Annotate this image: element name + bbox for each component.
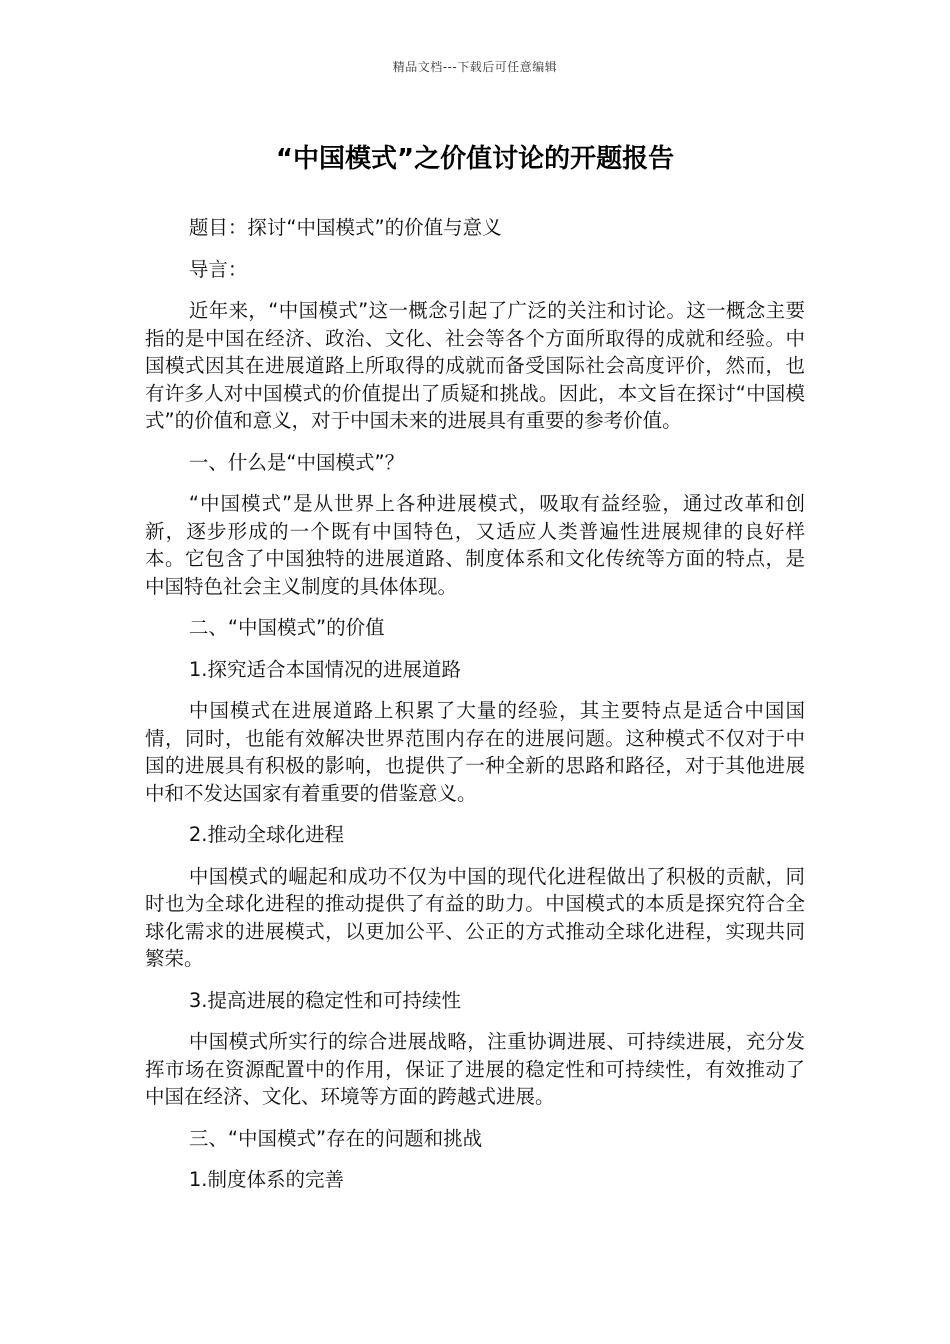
subheading-3-1: 1.制度体系的完善 bbox=[188, 1168, 344, 1191]
document-body bbox=[145, 214, 805, 1208]
subheading-2-2: 2.推动全球化进程 bbox=[188, 823, 344, 846]
subheading-2-3: 3.提高进展的稳定性和可持续性 bbox=[188, 988, 461, 1012]
section-1-paragraph: “中国模式”是从世界上各种进展模式，吸取有益经验，通过改革和创新，逐步形成的一个既有中国特色，又适应人类普遍性进展规律的良好样本。它包含了中国独特的进展道路、制度体系和文化传统等方面的特点，是中国特色社会主义制度的具体体现。 bbox=[145, 492, 805, 598]
intro-paragraph: 近年来，“中国模式”这一概念引起了广泛的关注和讨论。这一概念主要指的是中国在经济、政治、文化、社会等各个方面所取得的成就和经验。中国模式因其在进展道路上所取得的成就而备受国际社会高度评价，然而，也有许多人对中国模式的价值提出了质疑和挑战。因此，本文旨在探讨“中国模式”的价值和意义，对于中国未来的进展具有重要的参考价值。 bbox=[145, 299, 805, 432]
subsection-2-3-paragraph: 中国模式所实行的综合进展战略，注重协调进展、可持续进展，充分发挥市场在资源配置中的作用，保证了进展的稳定性和可持续性，有效推动了中国在经济、文化、环境等方面的跨越式进展。 bbox=[145, 1030, 805, 1108]
topic-line: 题目：探讨“中国模式”的价值与意义 bbox=[188, 216, 502, 239]
subheading-2-1: 1.探究适合本国情况的进展道路 bbox=[188, 657, 461, 681]
header-note: 精品文档---下载后可任意编辑 bbox=[392, 60, 558, 74]
document-title: “中国模式”之价值讨论的开题报告 bbox=[275, 144, 675, 174]
subsection-2-2-paragraph: 中国模式的崛起和成功不仅为中国的现代化进程做出了积极的贡献，同时也为全球化进程的推动提供了有益的助力。中国模式的本质是探究符合全球化需求的进展模式，以更加公平、公正的方式推动全球化进程，实现共同繁荣。 bbox=[145, 864, 805, 970]
subsection-2-1-paragraph: 中国模式在进展道路上积累了大量的经验，其主要特点是适合中国国情，同时，也能有效解决世界范围内存在的进展问题。这种模式不仅对于中国的进展具有积极的影响，也提供了一种全新的思路和路径，对于其他进展中和不发达国家有着重要的借鉴意义。 bbox=[145, 699, 805, 805]
section-heading-3: 三、“中国模式”存在的问题和挑战 bbox=[188, 1126, 483, 1150]
section-heading-1: 一、什么是“中国模式”？ bbox=[188, 450, 405, 474]
intro-heading: 导言： bbox=[188, 257, 248, 281]
section-heading-2: 二、“中国模式”的价值 bbox=[188, 616, 385, 639]
